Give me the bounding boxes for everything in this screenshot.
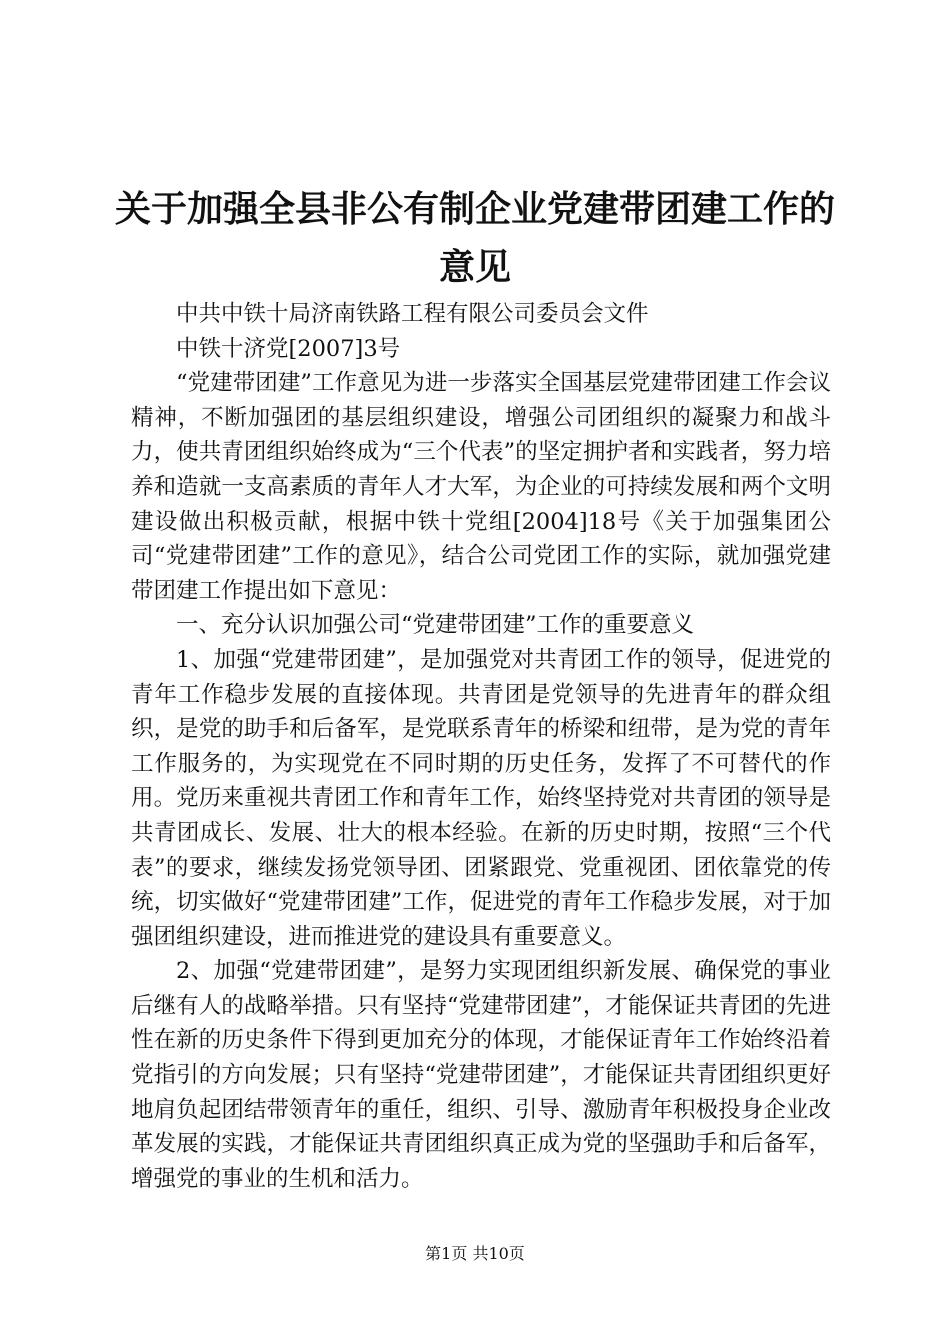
issuer-line: 中共中铁十局济南铁路工程有限公司委员会文件 [176,301,649,327]
body-paragraph: 2、加强“党建带团建”，是努力实现团组织新发展、确保党的事业后继有人的战略举措。只有坚持“党建带团建”，才能保证共青团的先进性在新的历史条件下得到更加充分的体现，才能保证青年工作始终沿着党指引的方向发展；只有坚持“党建带团建”，才能保证共青团组织更好地肩负起团结带领青年的重任，组织、引导、激励青年积极投身企业改革发展的实践，才能保证共青团组织真正成为党的坚强助手和后备军，增强党的事业的生机和活力。 [131,958,831,1192]
section-heading: 一、充分认识加强公司“党建带团建”工作的重要意义 [176,612,695,639]
body-paragraph: 1、加强“党建带团建”，是加强党对共青团工作的领导，促进党的青年工作稳步发展的直接体现。共青团是党领导的先进青年的群众组织，是党的助手和后备军，是党联系青年的桥梁和纽带，是为党的青年工作服务的，为实现党在不同时期的历史任务，发挥了不可替代的作用。党历来重视共青团工作和青年工作，始终坚持党对共青团的领导是共青团成长、发展、壮大的根本经验。在新的历史时期，按照“三个代表”的要求，继续发扬党领导团、团紧跟党、党重视团、团依靠党的传统，切实做好“党建带团建”工作，促进党的青年工作稳步发展，对于加强团组织建设，进而推进党的建设具有重要意义。 [131,646,831,950]
page-number-footer: 第1页 共10页 [425,1244,525,1263]
document-number: 中铁十济党[2007]3号 [176,335,401,362]
document-title-line-1: 关于加强全县非公有制企业党建带团建工作的 [114,189,835,230]
body-paragraph: “党建带团建”工作意见为进一步落实全国基层党建带团建工作会议精神，不断加强团的基层组织建设，增强公司团组织的凝聚力和战斗力，使共青团组织始终成为“三个代表”的坚定拥护者和实践者，努力培养和造就一支高素质的青年人才大军，为企业的可持续发展和两个文明建设做出积极贡献，根据中铁十党组[2004]18号《关于加强集团公司“党建带团建”工作的意见》，结合公司党团工作的实际，就加强党建带团建工作提出如下意见： [131,370,831,604]
document-body [131,297,831,1196]
document-title-line-2: 意见 [438,247,511,288]
